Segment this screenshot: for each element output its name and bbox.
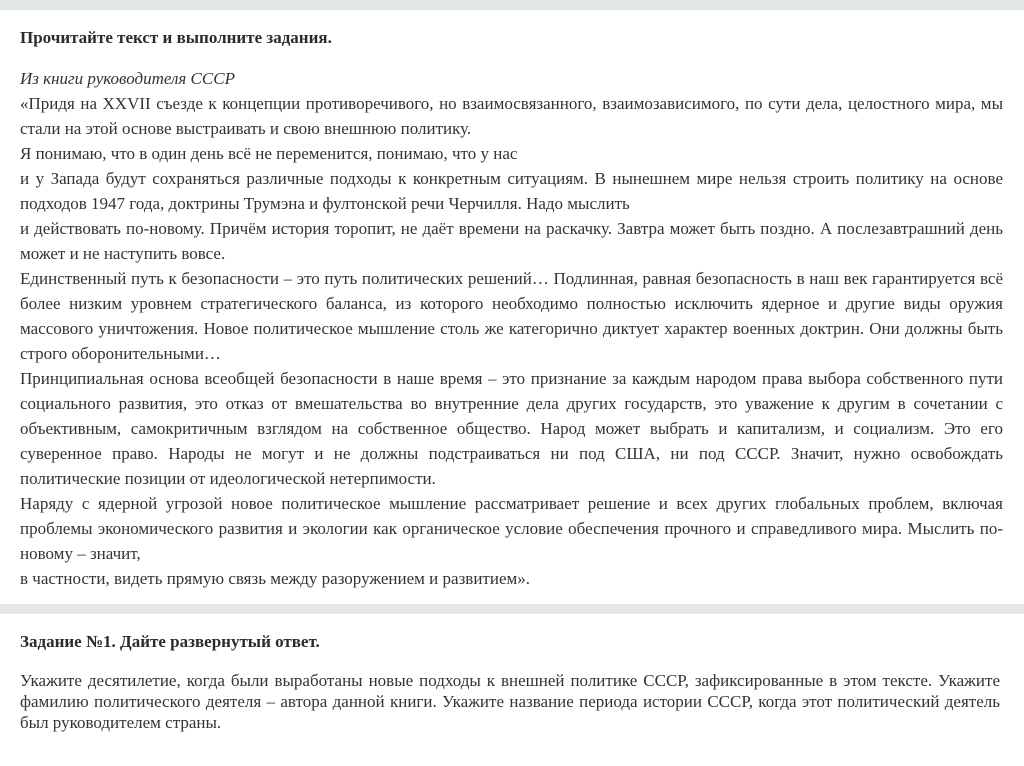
text-paragraph-3: и у Запада будут сохраняться различные подходы к конкретным ситуациям. В нынешнем мире нельзя строить политику на основе подходов 1947 года, доктрины Трумэна и фултонской речи Черчилля. Надо мыслить bbox=[20, 169, 1003, 213]
text-paragraph-2: Я понимаю, что в один день всё не переменится, понимаю, что у нас bbox=[20, 144, 518, 163]
text-paragraph-8: в частности, видеть прямую связь между разоружением и развитием». bbox=[20, 569, 530, 588]
reading-instruction-heading: Прочитайте текст и выполните задания. bbox=[20, 28, 332, 47]
text-paragraph-5: Единственный путь к безопасности – это путь политических решений… Подлинная, равная безопасность в наш век гарантируется всё более низким уровнем стратегического баланса, из которого необходимо полностью исключить ядерное и другие виды оружия массового уничтожения. Новое политическое мышление столь же категорично диктует характер военных доктрин. Они должны быть строго оборонительными… bbox=[20, 269, 1003, 363]
source-caption: Из книги руководителя СССР bbox=[20, 69, 235, 88]
task-card bbox=[0, 614, 1024, 766]
text-paragraph-6: Принципиальная основа всеобщей безопасности в наше время – это признание за каждым народом права выбора собственного пути социального развития, это отказ от вмешательства во внутренние дела других государств, это уважение к другим в сочетании с объективным, самокритичным взглядом на собственное общество. Народ может выбрать и капитализм, и социализм. Это его суверенное право. Народы не могут и не должны подстраиваться ни под США, ни под СССР. Значит, нужно освобождать политические позиции от идеологической нетерпимости. bbox=[20, 369, 1003, 488]
task-heading: Задание №1. Дайте развернутый ответ. bbox=[20, 632, 320, 651]
reading-text-card bbox=[0, 10, 1024, 604]
text-paragraph-4: и действовать по-новому. Причём история торопит, не даёт времени на раскачку. Завтра может быть поздно. А послезавтрашний день может и не наступить вовсе. bbox=[20, 219, 1003, 263]
text-paragraph-7: Наряду с ядерной угрозой новое политическое мышление рассматривает решение и всех других глобальных проблем, включая проблемы экономического развития и экологии как органическое условие обеспечения прочного и справедливого мира. Мыслить по-новому – значит, bbox=[20, 494, 1003, 563]
text-paragraph-1: «Придя на XXVII съезде к концепции противоречивого, но взаимосвязанного, взаимозависимого, по сути дела, целостного мира, мы стали на этой основе выстраивать и свою внешнюю политику. bbox=[20, 94, 1003, 138]
task-text: Укажите десятилетие, когда были выработаны новые подходы к внешней политике СССР, зафиксированные в этом тексте. Укажите фамилию политического деятеля – автора данной книги. Укажите название периода истории СССР, когда этот политический деятель был руководителем страны. bbox=[20, 671, 1000, 732]
